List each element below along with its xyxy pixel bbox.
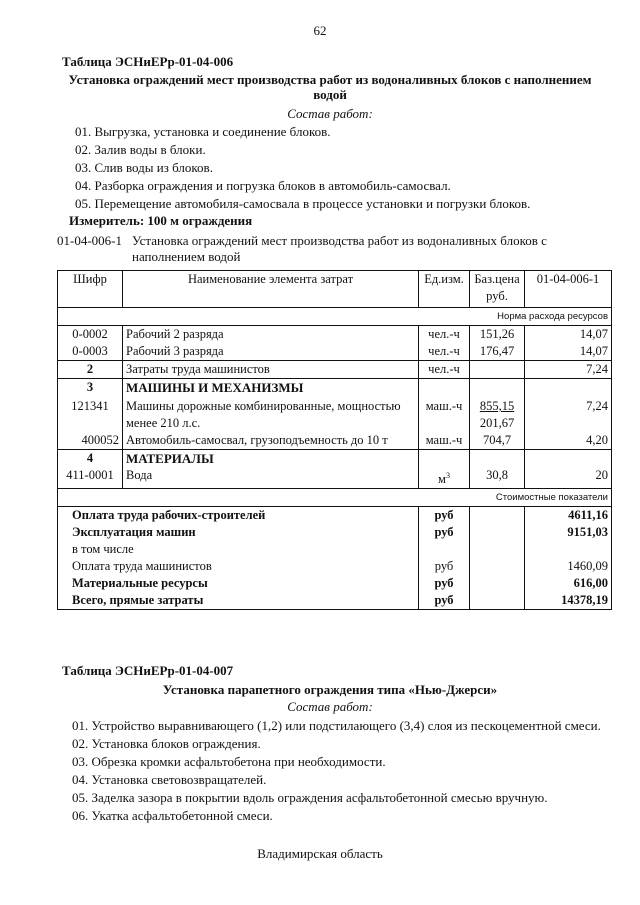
summary-row [58,524,612,541]
norm-label: Норма расхода ресурсов [58,308,612,326]
summary-value: 4611,16 [525,507,612,525]
row-name: Машины дорожные комбинированные, мощностью менее 210 л.с. [123,396,419,432]
section-name: МАШИНЫ И МЕХАНИЗМЫ [123,379,419,397]
row-price: 30,8 [470,467,525,489]
row-value: 14,07 [525,326,612,344]
resource-table [57,270,612,610]
summary-value: 9151,03 [525,524,612,541]
row-name: Затраты труда машинистов [123,361,419,379]
row-unit: маш.-ч [419,396,470,432]
table-section-row [58,450,612,468]
summary-value: 14378,19 [525,592,612,610]
header-price: Баз.цена руб. [470,271,525,308]
row-value: 20 [525,467,612,489]
row-unit-superscript: 3 [445,471,450,480]
summary-unit: руб [419,524,470,541]
row-name: Вода [123,467,419,489]
summary-row [58,507,612,525]
summary-value: 1460,09 [525,558,612,575]
row-price: 176,47 [470,343,525,361]
row-value: 7,24 [525,396,612,432]
summary-name: Материальные ресурсы [58,575,419,592]
table-header-row [58,271,612,308]
row-unit: чел.-ч [419,326,470,344]
row-cipher: 2 [58,361,123,379]
row-price-secondary: 201,67 [479,416,515,430]
table1-composition-label: Состав работ: [287,106,373,121]
row-name: Рабочий 2 разряда [123,326,419,344]
table2-work-item: 04. Установка световозвращателей. [72,772,267,787]
table1-code-description: Установка ограждений мест производства работ из водоналивных блоков с наполнением водой [132,233,547,264]
table2-work-item: 05. Заделка зазора в покрытии вдоль ограждения асфальтобетонной смесью вручную. [72,790,548,805]
table2-heading: Установка парапетного ограждения типа «Нью-Джерси» [162,682,498,697]
cost-label-row [58,489,612,507]
header-unit: Ед.изм. [419,271,470,308]
summary-unit: руб [419,592,470,610]
table-row [58,326,612,344]
table2-work-item: 01. Устройство выравнивающего (1,2) или подстилающего (3,4) слоя из пескоцементной смеси. [72,718,601,733]
table2-composition-label: Состав работ: [287,699,373,714]
header-cipher: Шифр [58,271,123,308]
section-cipher: 4 [58,450,123,468]
summary-name: Эксплуатация машин [58,524,419,541]
header-code: 01-04-006-1 [525,271,612,308]
row-unit: маш.-ч [419,432,470,450]
table2-work-item: 03. Обрезка кромки асфальтобетона при необходимости. [72,754,386,769]
row-unit-cell [419,467,470,489]
table1-heading-line1: Установка ограждений мест производства работ из водоналивных блоков с наполнением [68,72,592,87]
summary-row [58,558,612,575]
row-value: 7,24 [525,361,612,379]
row-cipher: 0-0002 [58,326,123,344]
table2-work-item: 02. Установка блоков ограждения. [72,736,261,751]
section-name: МАТЕРИАЛЫ [123,450,419,468]
table1-work-item: 01. Выгрузка, установка и соединение блоков. [75,124,331,139]
table1-code: 01-04-006-1 [57,233,122,248]
table-row [58,343,612,361]
table1-work-item: 03. Слив воды из блоков. [75,160,213,175]
row-cipher: 121341 [58,396,123,432]
row-unit: м [438,472,446,487]
table1-work-item: 04. Разборка ограждения и погрузка блоков в автомобиль-самосвал. [75,178,451,193]
cost-label: Стоимостные показатели [58,489,612,507]
summary-row [58,541,612,558]
table-row [58,467,612,489]
row-price: 704,7 [470,432,525,450]
row-cipher: 411-0001 [58,467,123,489]
row-unit: чел.-ч [419,343,470,361]
row-cipher: 400052 [58,432,123,450]
table1-work-item: 02. Залив воды в блоки. [75,142,206,157]
row-value: 4,20 [525,432,612,450]
table1-work-item: 05. Перемещение автомобиля-самосвала в процессе установки и погрузки блоков. [75,196,531,211]
summary-name: Всего, прямые затраты [58,592,419,610]
table1-heading-line2: водой [313,87,347,102]
summary-unit: руб [419,575,470,592]
page-number: 62 [313,23,327,38]
table-row [58,396,612,432]
summary-row [58,575,612,592]
row-unit: чел.-ч [419,361,470,379]
table-row [58,361,612,379]
norm-label-row [58,308,612,326]
summary-name: Оплата труда рабочих-строителей [58,507,419,525]
section-cipher: 3 [58,379,123,397]
table1-measurer: Измеритель: 100 м ограждения [69,213,253,228]
row-price: 855,15 [479,399,515,413]
table2-title: Таблица ЭСНиЕРр-01-04-007 [62,663,234,678]
summary-unit: руб [419,507,470,525]
row-price: 151,26 [470,326,525,344]
summary-row [58,592,612,610]
table-row [58,432,612,450]
table1-title: Таблица ЭСНиЕРр-01-04-006 [62,54,234,69]
row-price-cell [470,396,525,432]
summary-name: в том числе [58,541,419,558]
table2-work-item: 06. Укатка асфальтобетонной смеси. [72,808,273,823]
page-footer: Владимирская область [257,846,383,861]
header-name: Наименование элемента затрат [123,271,419,308]
summary-unit: руб [419,558,470,575]
table-section-row [58,379,612,397]
row-name: Автомобиль-самосвал, грузоподъемность до 10 т [123,432,419,450]
row-value: 14,07 [525,343,612,361]
row-name: Рабочий 3 разряда [123,343,419,361]
row-price [470,361,525,379]
summary-value: 616,00 [525,575,612,592]
summary-name: Оплата труда машинистов [58,558,419,575]
row-cipher: 0-0003 [58,343,123,361]
